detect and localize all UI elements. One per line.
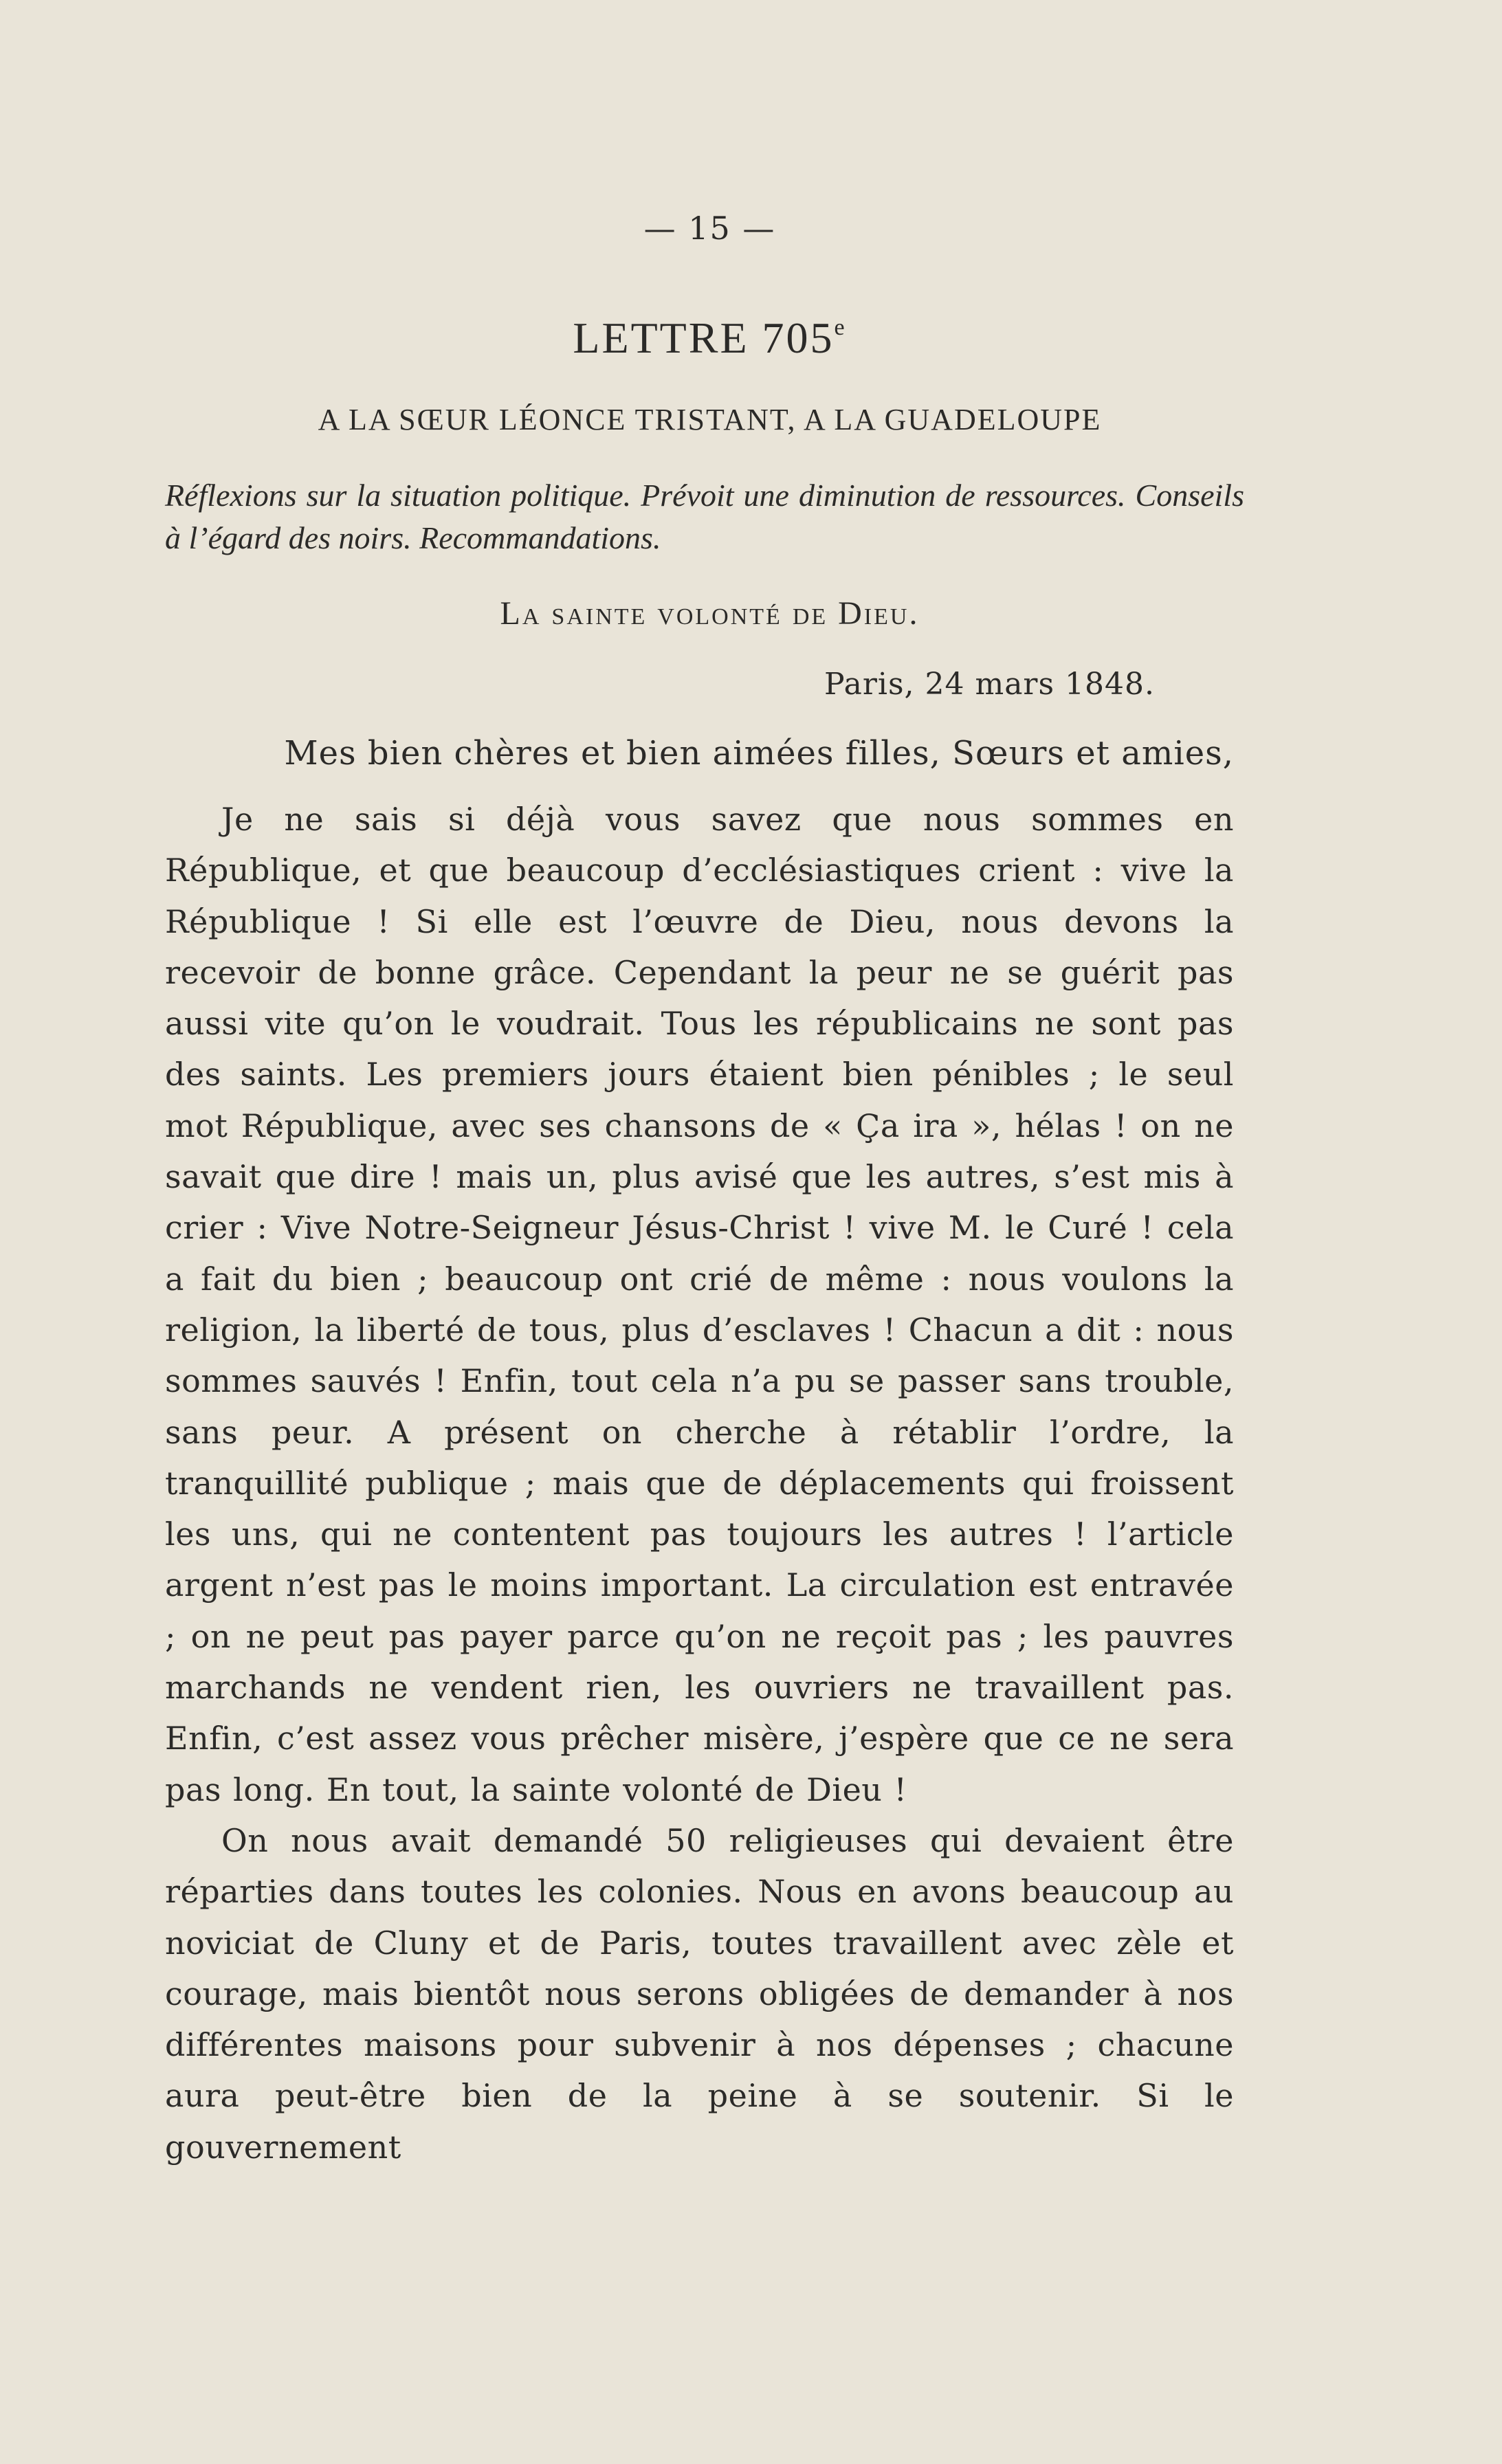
letter-recipient: A LA SŒUR LÉONCE TRISTANT, A LA GUADELOUPE [318, 403, 1102, 436]
letter-motto: La sainte volonté de Dieu. [500, 595, 920, 632]
letter-body [165, 794, 1234, 2173]
page-number: — 15 — [643, 210, 776, 247]
letter-title-superscript: e [834, 315, 847, 340]
body-paragraph: Je ne sais si déjà vous savez que nous sommes en République, et que beaucoup d’ecclésiastiques crient : vive la République ! Si elle est l’œuvre de Dieu, nous devons la recevoir de bonne grâce. Cependant la peur ne se guérit pas aussi vite qu’on le voudrait. Tous les républicains ne sont pas des saints. Les premiers jours étaient bien pénibles ; le seul mot République, avec ses chansons de « Ça ira », hélas ! on ne savait que dire ! mais un, plus avisé que les autres, s’est mis à crier : Vive Notre-Seigneur Jésus-Christ ! vive M. le Curé ! cela a fait du bien ; beaucoup ont crié de même : nous voulons la religion, la liberté de tous, plus d’esclaves ! Chacun a dit : nous sommes sauvés ! Enfin, tout cela n’a pu se passer sans trouble, sans peur. A présent on cherche à rétablir l’ordre, la tranquillité publique ; mais que de déplacements qui froissent les uns, qui ne contentent pas toujours les autres ! l’article argent n’est pas le moins important. La circulation est entravée ; on ne peut pas payer parce qu’on ne reçoit pas ; les pauvres marchands ne vendent rien, les ouvriers ne travaillent pas. Enfin, c’est assez vous prêcher misère, j’espère que ce ne sera pas long. En tout, la sainte volonté de Dieu ! [165, 801, 1234, 1808]
letter-title [0, 313, 1420, 364]
letter-summary: Réflexions sur la situation politique. Prévoit une diminution de ressources. Conseils à l’égard des noirs. Recommandations. [165, 478, 1244, 555]
letter-title-text: LETTRE 705 [573, 313, 835, 362]
letter-dateline: Paris, 24 mars 1848. [824, 667, 1155, 702]
body-paragraph: On nous avait demandé 50 religieuses qui devaient être réparties dans toutes les colonies. Nous en avons beaucoup au noviciat de Cluny et de Paris, toutes travaillent avec zèle et courage, mais bientôt nous serons obligées de demander à nos différentes maisons pour subvenir à nos dépenses ; chacune aura peut-être bien de la peine à se soutenir. Si le gouvernement [165, 1821, 1234, 2166]
letter-salutation: Mes bien chères et bien aimées filles, Sœurs et amies, [284, 734, 1234, 773]
